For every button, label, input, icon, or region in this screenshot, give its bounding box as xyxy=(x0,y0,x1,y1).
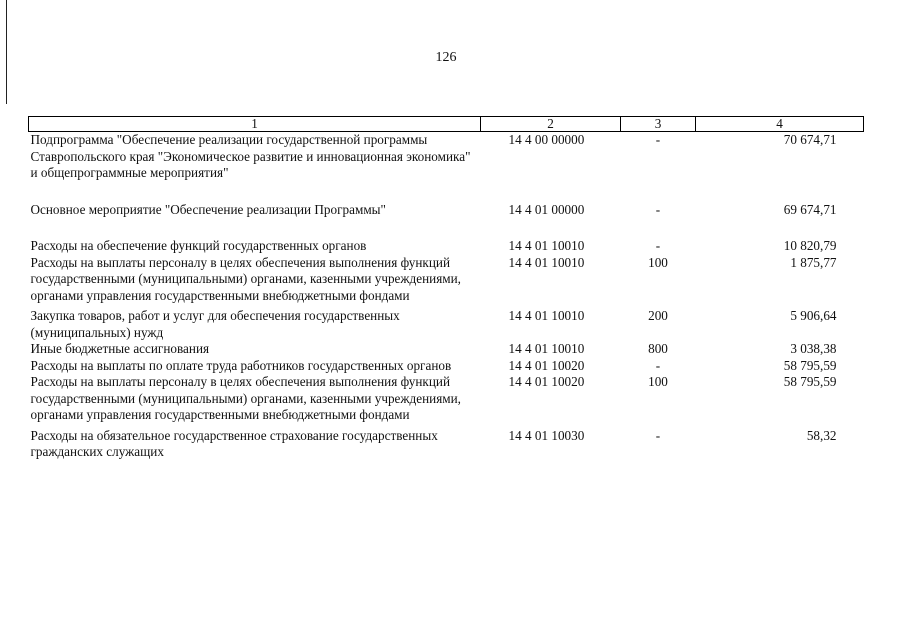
row-amount: 70 674,71 xyxy=(783,132,837,147)
row-type: 100 xyxy=(648,254,668,270)
row-type: - xyxy=(655,357,661,373)
row-type: - xyxy=(655,238,661,253)
row-code: 14 4 01 10020 xyxy=(508,374,585,389)
row-type: 200 xyxy=(648,308,668,323)
table-row xyxy=(29,308,864,341)
row-code: 14 4 01 10030 xyxy=(508,427,585,443)
table-row xyxy=(29,358,864,375)
row-amount: 58 795,59 xyxy=(783,357,837,373)
row-type: 100 xyxy=(648,374,668,389)
row-type: 800 xyxy=(648,341,668,356)
row-code: 14 4 01 10010 xyxy=(508,308,585,323)
row-code: 14 4 01 10010 xyxy=(508,254,585,270)
table-row xyxy=(29,428,864,461)
header-col-2: 2 xyxy=(481,117,621,132)
left-margin-line xyxy=(6,0,7,104)
row-name: Расходы на обеспечение функций государственных органов xyxy=(30,238,367,253)
budget-table xyxy=(28,116,864,461)
page-number: 126 xyxy=(435,50,457,65)
row-code: 14 4 01 10020 xyxy=(508,357,585,373)
header-col-1: 1 xyxy=(29,117,481,132)
row-name: Иные бюджетные ассигнования xyxy=(30,341,210,356)
row-name: Расходы на обязательное государственное страхование государственных гражданских служащих xyxy=(30,427,438,459)
table-row xyxy=(29,255,864,309)
table-row xyxy=(29,238,864,255)
header-col-4: 4 xyxy=(696,117,864,132)
row-code: 14 4 01 10010 xyxy=(508,238,585,253)
row-amount: 5 906,64 xyxy=(790,308,837,323)
row-amount: 1 875,77 xyxy=(790,254,837,270)
table-row xyxy=(29,202,864,239)
row-type: - xyxy=(655,201,661,217)
row-amount: 10 820,79 xyxy=(783,238,837,253)
table-header-row xyxy=(29,117,864,132)
row-amount: 69 674,71 xyxy=(783,201,837,217)
row-code: 14 4 01 00000 xyxy=(508,201,585,217)
table-row xyxy=(29,132,864,202)
row-name: Расходы на выплаты по оплате труда работников государственных органов xyxy=(30,357,452,373)
row-name: Расходы на выплаты персоналу в целях обеспечения выполнения функций государственными (муниципальными) органами, казенными учреждениями, органами управления государственными внебюджетными фондами xyxy=(30,374,461,422)
table-row xyxy=(29,374,864,428)
row-code: 14 4 01 10010 xyxy=(508,341,585,356)
row-name: Основное мероприятие "Обеспечение реализации Программы" xyxy=(30,201,386,217)
row-name: Расходы на выплаты персоналу в целях обеспечения выполнения функций государственными (муниципальными) органами, казенными учреждениями, органами управления государственными внебюджетными фондами xyxy=(30,254,461,303)
row-name: Подпрограмма "Обеспечение реализации государственной программы Ставропольского края "Экономическое развитие и инновационная экономика" и общепрограммные мероприятия" xyxy=(30,132,471,180)
header-col-3: 3 xyxy=(621,117,696,132)
row-name: Закупка товаров, работ и услуг для обеспечения государственных (муниципальных) нужд xyxy=(30,308,400,340)
row-type: - xyxy=(655,132,661,147)
table-row xyxy=(29,341,864,358)
row-code: 14 4 00 00000 xyxy=(508,132,585,147)
row-amount: 58,32 xyxy=(806,427,837,443)
row-amount: 3 038,38 xyxy=(790,341,837,356)
row-amount: 58 795,59 xyxy=(783,374,837,389)
row-type: - xyxy=(655,427,661,443)
